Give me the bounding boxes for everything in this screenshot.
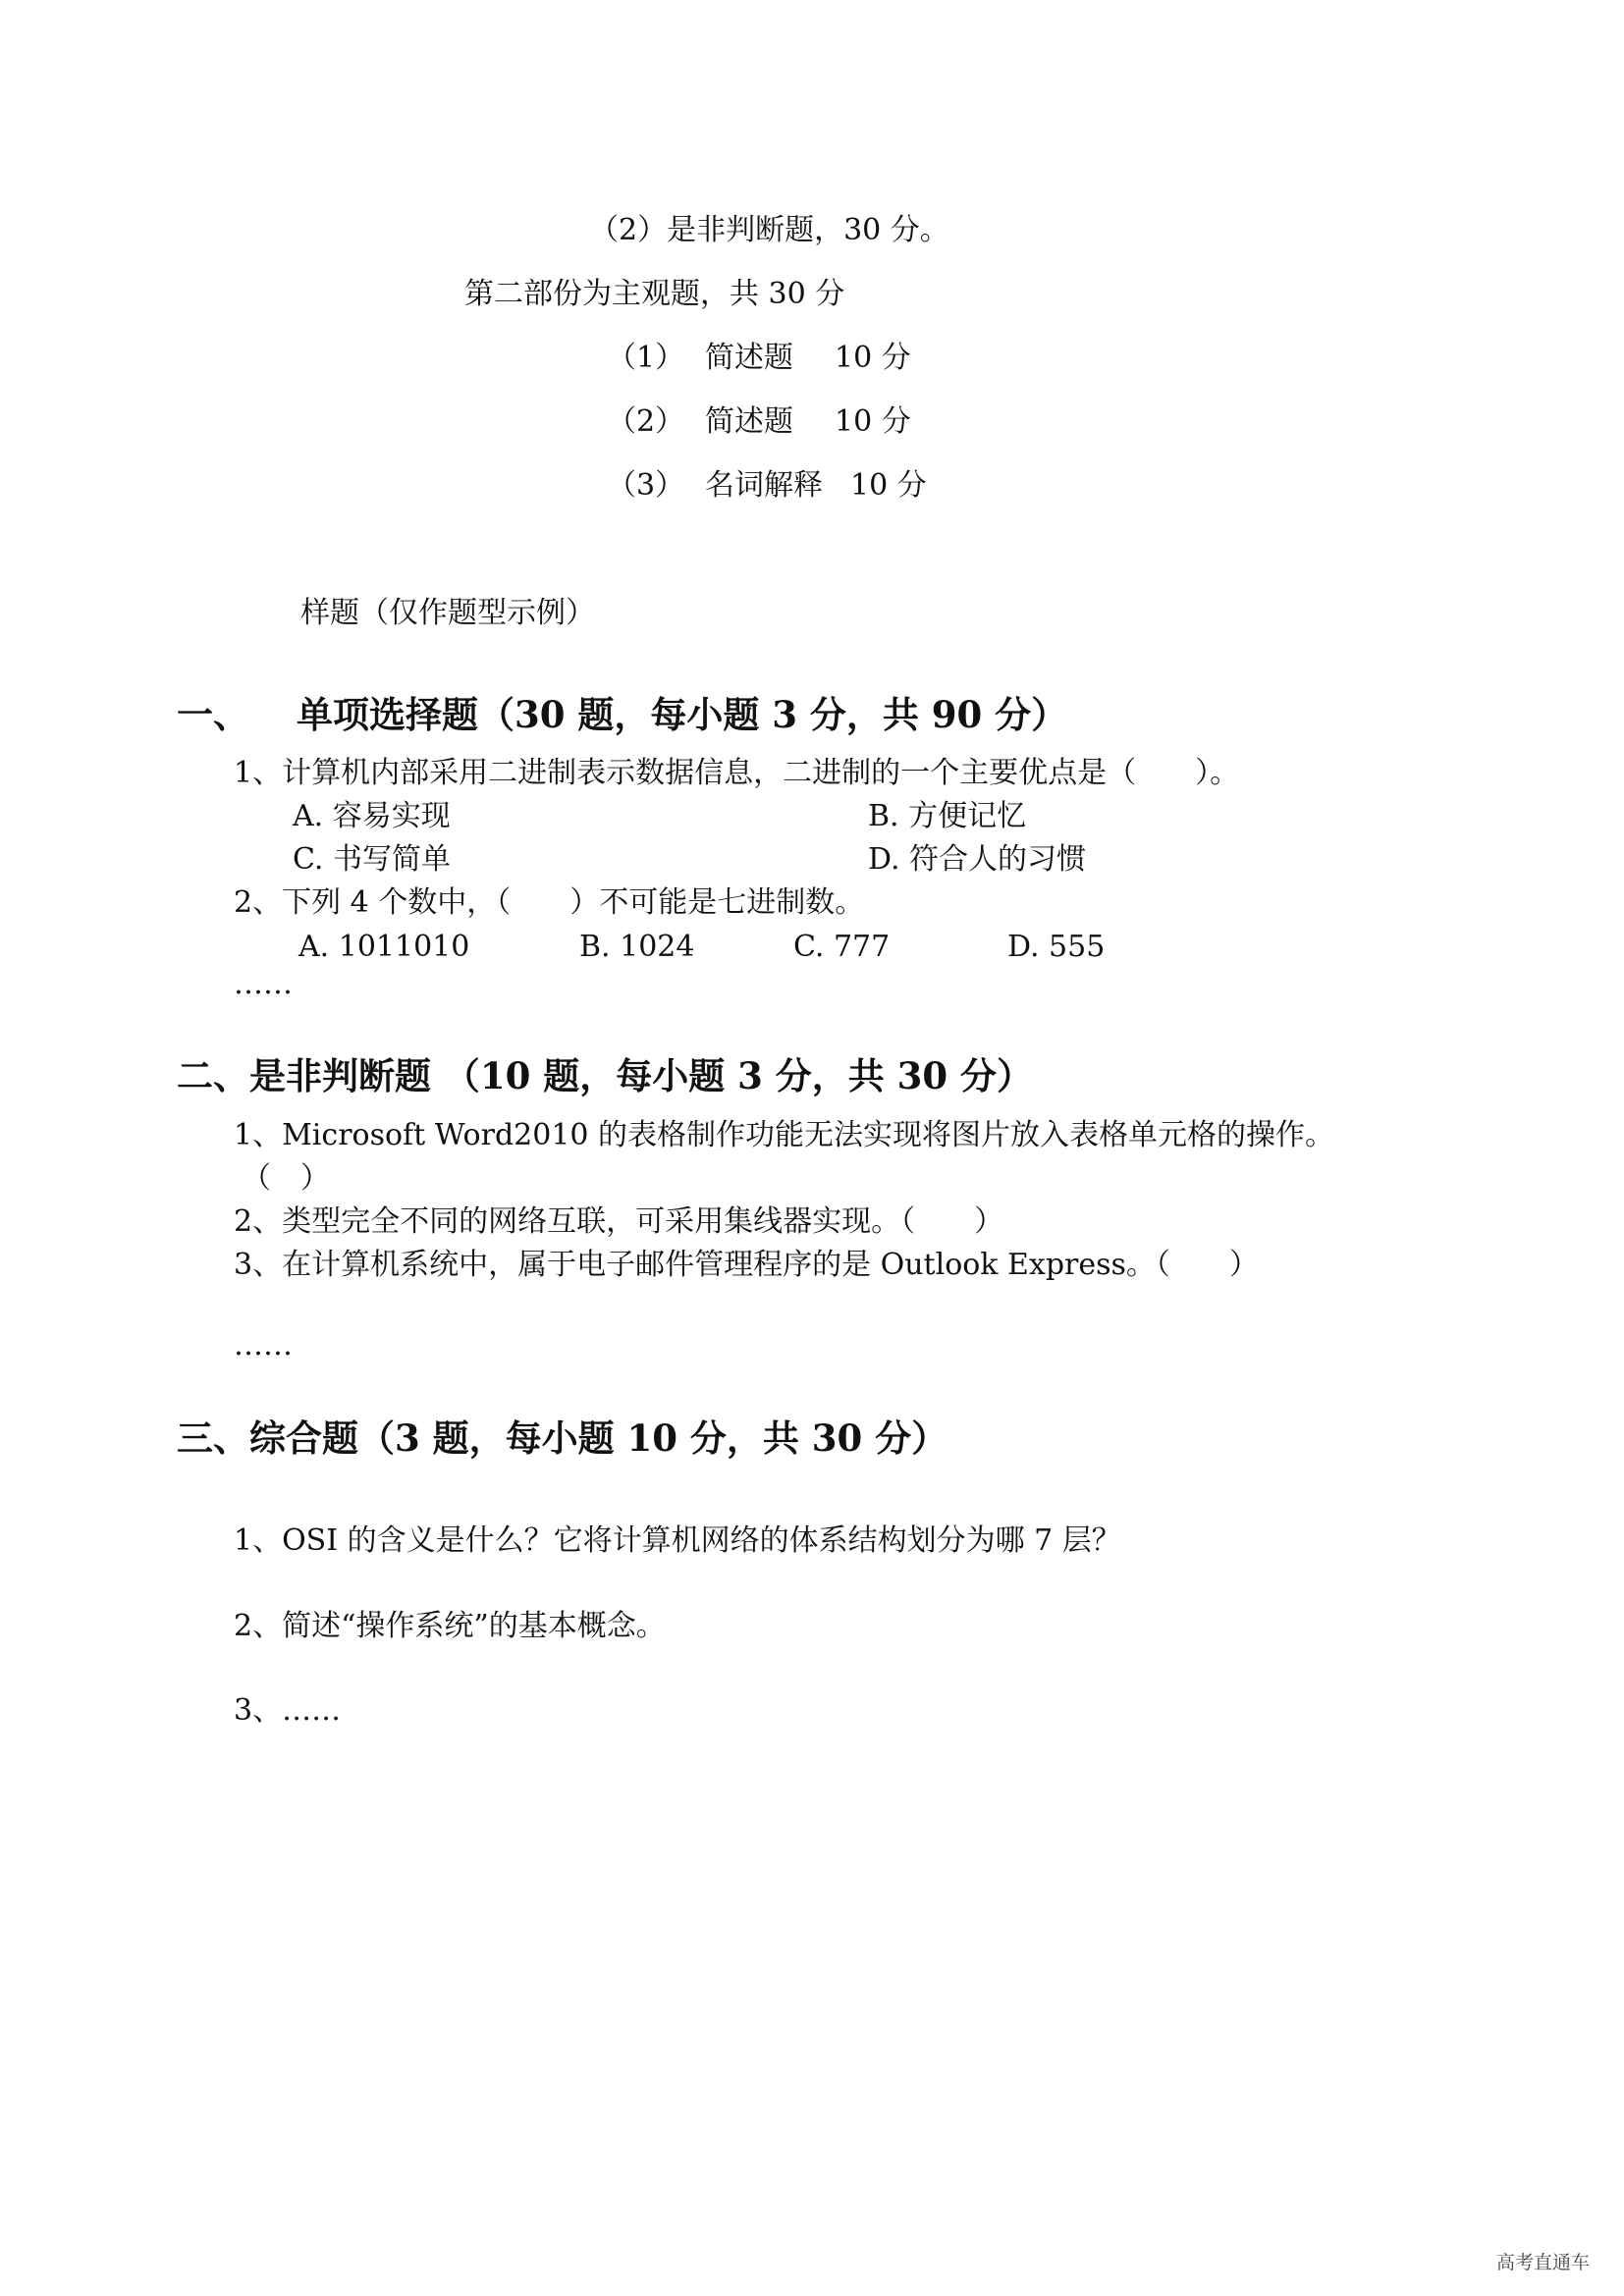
section1-q2-option-c: C. 777 — [793, 930, 891, 964]
structure-item-1-num: （1） — [607, 341, 685, 375]
section1-q2-option-d: D. 555 — [1007, 930, 1106, 964]
section2-q1-paren: （ ） — [242, 1161, 330, 1196]
section2-ellipsis: …… — [234, 1328, 293, 1362]
structure-item-3-label: 名词解释 — [705, 468, 823, 503]
section3-q1: 1、OSI 的含义是什么？它将计算机网络的体系结构划分为哪 7 层？ — [234, 1523, 1121, 1558]
structure-item-2-num: （2） — [607, 404, 685, 439]
section3-q2: 2、简述“操作系统”的基本概念。 — [234, 1609, 666, 1643]
section1-q2-option-a: A. 1011010 — [298, 930, 470, 964]
structure-line-2: 第二部份为主观题，共 30 分 — [464, 277, 845, 311]
section1-q1-option-b: B. 方便记忆 — [868, 799, 1027, 833]
structure-item-1-score: 10 分 — [835, 341, 911, 375]
structure-item-3-score: 10 分 — [850, 468, 927, 503]
section3-title: 三、综合题（3 题，每小题 10 分，共 30 分） — [177, 1416, 948, 1460]
section3-q3: 3、…… — [234, 1693, 342, 1728]
structure-line-1: （2）是非判断题，30 分。 — [589, 213, 949, 247]
section1-q2-option-b: B. 1024 — [579, 930, 695, 964]
structure-item-2-label: 简述题 — [705, 404, 793, 439]
section1-title: 单项选择题（30 题，每小题 3 分，共 90 分） — [297, 693, 1068, 736]
section1-q1-stem: 1、计算机内部采用二进制表示数据信息，二进制的一个主要优点是（ ）。 — [234, 756, 1240, 790]
section2-q1: 1、Microsoft Word2010 的表格制作功能无法实现将图片放入表格单元格的操作。 — [234, 1118, 1335, 1152]
section1-q1-option-a: A. 容易实现 — [293, 799, 451, 833]
section1-q2-stem: 2、下列 4 个数中，（ ）不可能是七进制数。 — [234, 885, 865, 920]
structure-item-1-label: 简述题 — [705, 341, 793, 375]
structure-item-3-num: （3） — [607, 468, 685, 503]
section2-title: 二、是非判断题 （10 题，每小题 3 分，共 30 分） — [177, 1054, 1034, 1097]
watermark: 高考直通车 — [1496, 2252, 1591, 2273]
section2-q3: 3、在计算机系统中，属于电子邮件管理程序的是 Outlook Express。（ ） — [234, 1248, 1259, 1282]
sample-title: 样题（仅作题型示例） — [300, 596, 595, 630]
structure-item-2-score: 10 分 — [835, 404, 911, 439]
section2-q2: 2、类型完全不同的网络互联，可采用集线器实现。（ ） — [234, 1204, 1004, 1239]
section1-q1-option-c: C. 书写简单 — [293, 842, 451, 877]
section1-ellipsis: …… — [234, 967, 293, 1001]
section1-q1-option-d: D. 符合人的习惯 — [868, 842, 1087, 877]
section1-number: 一、 — [177, 693, 249, 736]
